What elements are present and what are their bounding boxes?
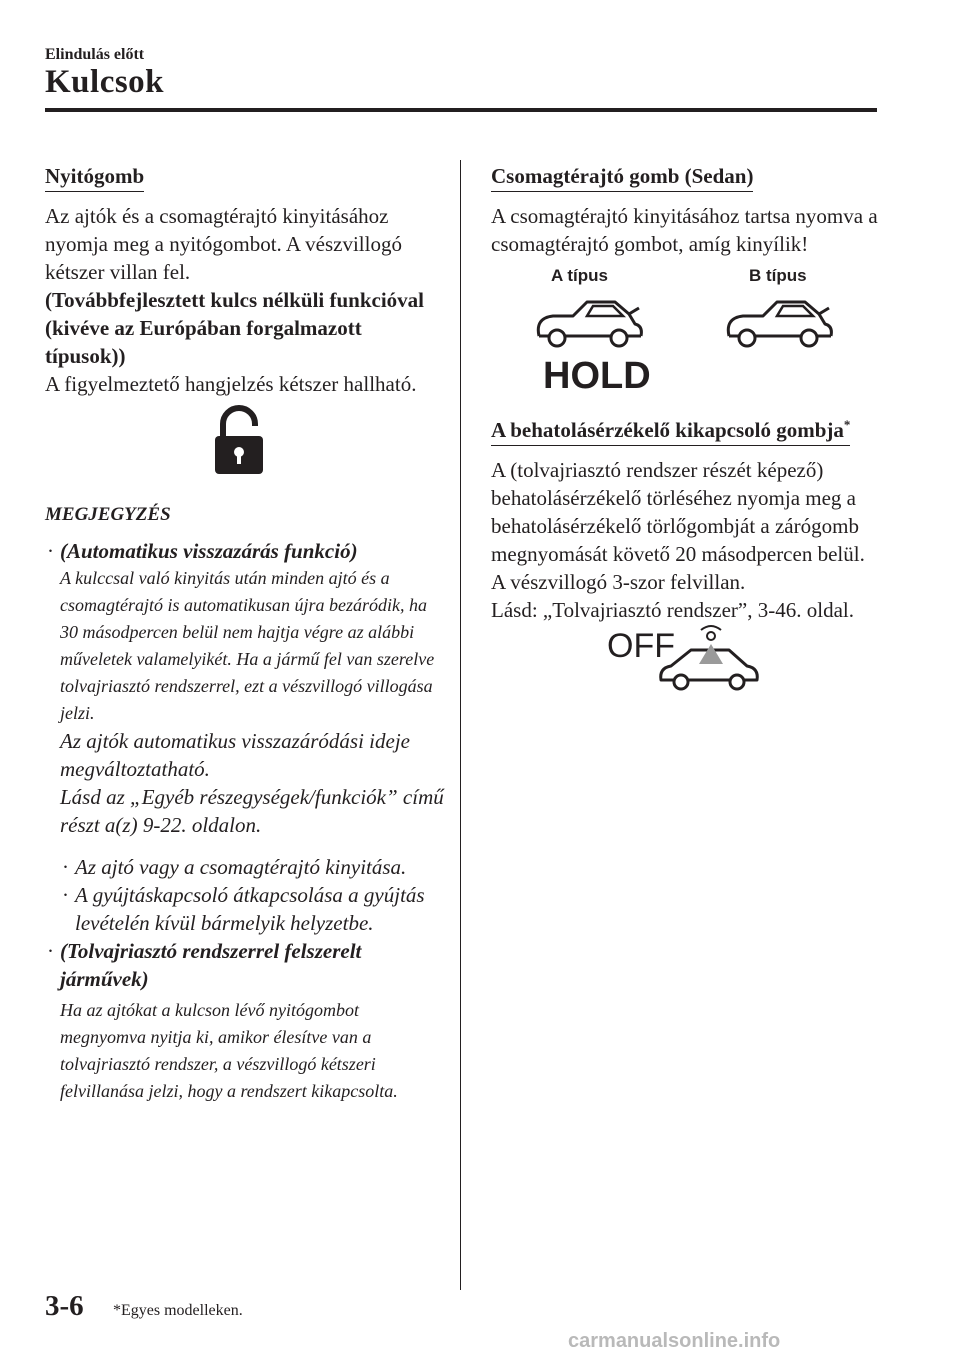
beep-paragraph: A figyelmeztető hangjelzés kétszer hallható.	[45, 372, 417, 396]
alarm-title: (Tolvajriasztó rendszerrel felszerelt járművek)	[60, 939, 362, 991]
unlock-paragraph: Az ajtók és a csomagtérajtó kinyitásához nyomja meg a nyitógombot. A vészvillogó kétszer villan fel.	[45, 204, 402, 284]
intrusion-paragraph: A (tolvajriasztó rendszer részét képező) behatolásérzékelő törléséhez nyomja meg a behatolásérzékelő törlőgombját a zárógomb megnyomását követő 20 másodpercen belül. A vészvillogó 3-szor felvillan.	[491, 458, 865, 594]
trunk-figure	[491, 262, 881, 407]
page-title: Kulcsok	[45, 64, 165, 100]
type-b-label: B típus	[749, 266, 807, 285]
trunk-open-icon-b	[721, 296, 841, 354]
bullet-dot: ·	[62, 883, 69, 907]
keyless-paragraph: (Továbbfejlesztett kulcs nélküli funkcióval (kivéve az Európában forgalmazott típusok))	[45, 288, 425, 368]
footer-note: *Egyes modelleken.	[113, 1302, 243, 1319]
heading-intrusion-sensor-text: A behatolásérzékelő kikapcsoló gombja	[491, 418, 844, 442]
note-title: MEGJEGYZÉS	[45, 504, 171, 525]
note-bullet-autolock	[45, 537, 445, 937]
sub-bullet-door	[60, 853, 445, 881]
note-bullet-alarm	[45, 937, 445, 1105]
bullet-dot: ·	[47, 939, 54, 963]
title-rule	[45, 108, 877, 112]
intrusion-reference: Lásd: „Tolvajriasztó rendszer”, 3-46. oldal.	[491, 598, 854, 622]
intrusion-sensor-icon	[655, 624, 765, 694]
footnote-marker: *	[843, 417, 851, 432]
bullet-dot: ·	[47, 539, 54, 563]
autolock-text: A kulccsal való kinyitás után minden ajtó és a csomagtérajtó is automatikusan újra bezáródik, ha 30 másodpercen belül nem hajtja végre az alábbi műveletek valamelyikét. Ha a jármű fel van szerelve tolvajriasztó rendszerrel, ezt a vészvillogó villogása jelzi.	[60, 568, 435, 723]
alarm-text: Ha az ajtókat a kulcson lévő nyitógombot megnyomva nyitja ki, amikor élesítve van a tolvajriasztó rendszer, a vészvillogó kétszeri felvillanása jelzi, hogy a rendszert kikapcsolta.	[60, 1000, 398, 1101]
autolock-text-3: Lásd az „Egyéb részegységek/funkciók” című részt a(z) 9-22. oldalon.	[60, 785, 444, 837]
sub-bullet-ignition	[60, 881, 445, 937]
heading-unlock-button: Nyitógomb	[45, 163, 144, 192]
column-divider	[460, 160, 461, 1290]
watermark: carmanualsonline.info	[568, 1330, 781, 1352]
right-column	[491, 162, 881, 704]
hold-label: HOLD	[543, 355, 651, 397]
page-number: 3-6	[45, 1290, 84, 1322]
sub-bullet-ignition-text: A gyújtáskapcsoló átkapcsolása a gyújtás levételén kívül bármelyik helyzetbe.	[75, 883, 425, 935]
type-a-label: A típus	[551, 266, 608, 285]
sub-bullet-door-text: Az ajtó vagy a csomagtérajtó kinyitása.	[75, 855, 407, 879]
unlock-icon	[45, 404, 445, 483]
heading-intrusion-sensor	[491, 411, 850, 446]
trunk-paragraph: A csomagtérajtó kinyitásához tartsa nyomva a csomagtérajtó gombot, amíg kinyílik!	[491, 204, 878, 256]
autolock-title: (Automatikus visszazárás funkció)	[60, 539, 358, 563]
left-column	[45, 162, 445, 1105]
heading-trunk-button: Csomagtérajtó gomb (Sedan)	[491, 163, 753, 192]
section-label: Elindulás előtt	[45, 46, 145, 63]
trunk-open-icon-a	[531, 296, 651, 354]
bullet-dot: ·	[62, 855, 69, 879]
off-label: OFF	[607, 627, 675, 665]
autolock-text-2: Az ajtók automatikus visszazáródási ideje megváltoztatható.	[60, 729, 410, 781]
intrusion-figure	[491, 624, 881, 704]
